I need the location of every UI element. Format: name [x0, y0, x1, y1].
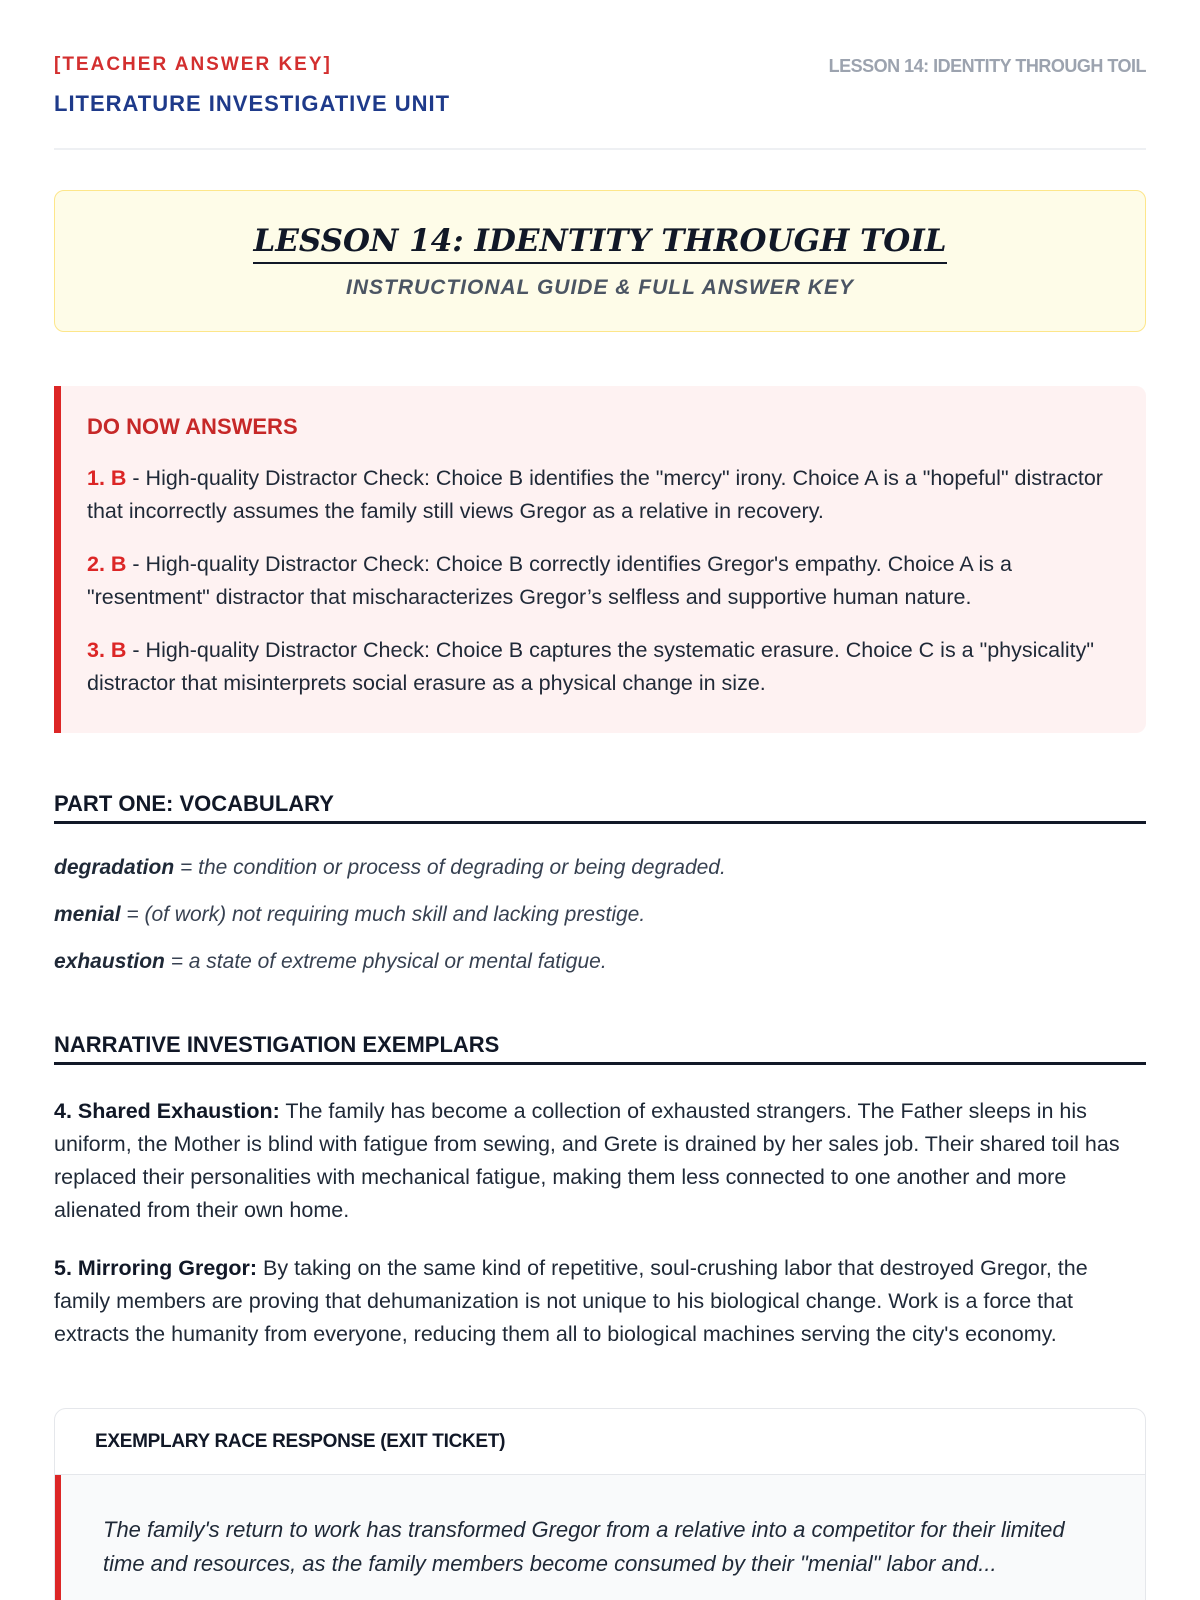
- unit-label: LITERATURE INVESTIGATIVE UNIT: [54, 91, 451, 116]
- narrative-text: The family has become a collection of exhausted strangers. The Father sleeps in his uniform, the Mother is blind with fatigue from sewing, and Grete is drained by her sales job. Their shared toil has replaced their personalities with mechanical fatigue, making them less connected to one another and more alienated from their own home.: [54, 1099, 1120, 1222]
- do-now-explanation: - High-quality Distractor Check: Choice B correctly identifies Gregor's empathy. Choice A is a "resentment" distractor that mischaracterizes Gregor’s selfless and supportive human nature.: [87, 552, 1012, 609]
- vocabulary-item: [54, 854, 1146, 882]
- do-now-explanation: - High-quality Distractor Check: Choice B identifies the "mercy" irony. Choice A is a "hopeful" distractor that incorrectly assumes the family still views Gregor as a relative in recovery.: [87, 466, 1103, 523]
- do-now-answer: 1. B: [87, 466, 127, 490]
- vocabulary-list: [54, 854, 1146, 976]
- title-box: [54, 190, 1146, 332]
- vocabulary-term: degradation: [54, 856, 175, 879]
- do-now-item: [87, 548, 1120, 614]
- vocabulary-heading: PART ONE: VOCABULARY: [54, 791, 1146, 824]
- narrative-heading: NARRATIVE INVESTIGATION EXEMPLARS: [54, 1032, 1146, 1065]
- vocabulary-item: [54, 948, 1146, 976]
- narrative-exemplar: [54, 1252, 1146, 1351]
- do-now-section: [54, 386, 1146, 733]
- answer-key-label: [TEACHER ANSWER KEY]: [54, 54, 332, 75]
- do-now-explanation: - High-quality Distractor Check: Choice B captures the systematic erasure. Choice C is a "physicality" distractor that misinterprets social erasure as a physical change in size.: [87, 638, 1095, 695]
- page-title: LESSON 14: IDENTITY THROUGH TOIL: [253, 221, 946, 264]
- do-now-item: [87, 462, 1120, 528]
- vocabulary-term: menial: [54, 903, 121, 926]
- exit-ticket-card: [54, 1408, 1146, 1600]
- narrative-text: By taking on the same kind of repetitive, soul-crushing labor that destroyed Gregor, the family members are proving that dehumanization is not unique to his biological change. Work is a force that extracts the humanity from everyone, reducing them all to biological machines serving the city's economy.: [54, 1256, 1088, 1346]
- vocabulary-term: exhaustion: [54, 950, 165, 973]
- page-header: [54, 0, 1146, 150]
- exit-ticket-response: The family's return to work has transformed Gregor from a relative into a competitor for their limited time and resources, as the family members become consumed by their "menial" labor and...: [55, 1475, 1145, 1600]
- page-subtitle: INSTRUCTIONAL GUIDE & FULL ANSWER KEY: [346, 276, 854, 299]
- do-now-answer: 2. B: [87, 552, 127, 576]
- narrative-exemplar: [54, 1095, 1146, 1227]
- vocabulary-definition: = (of work) not requiring much skill and lacking prestige.: [120, 903, 646, 926]
- vocabulary-definition: = the condition or process of degrading or being degraded.: [174, 856, 726, 879]
- do-now-answer: 3. B: [87, 638, 127, 662]
- exit-ticket-heading: EXEMPLARY RACE RESPONSE (EXIT TICKET): [55, 1409, 1145, 1475]
- header-lesson-label: LESSON 14: IDENTITY THROUGH TOIL: [828, 56, 1146, 76]
- do-now-item: [87, 634, 1120, 700]
- vocabulary-definition: = a state of extreme physical or mental fatigue.: [164, 950, 607, 973]
- narrative-label: 4. Shared Exhaustion:: [54, 1099, 280, 1123]
- do-now-heading: DO NOW ANSWERS: [87, 414, 298, 439]
- vocabulary-item: [54, 901, 1146, 929]
- narrative-label: 5. Mirroring Gregor:: [54, 1256, 258, 1280]
